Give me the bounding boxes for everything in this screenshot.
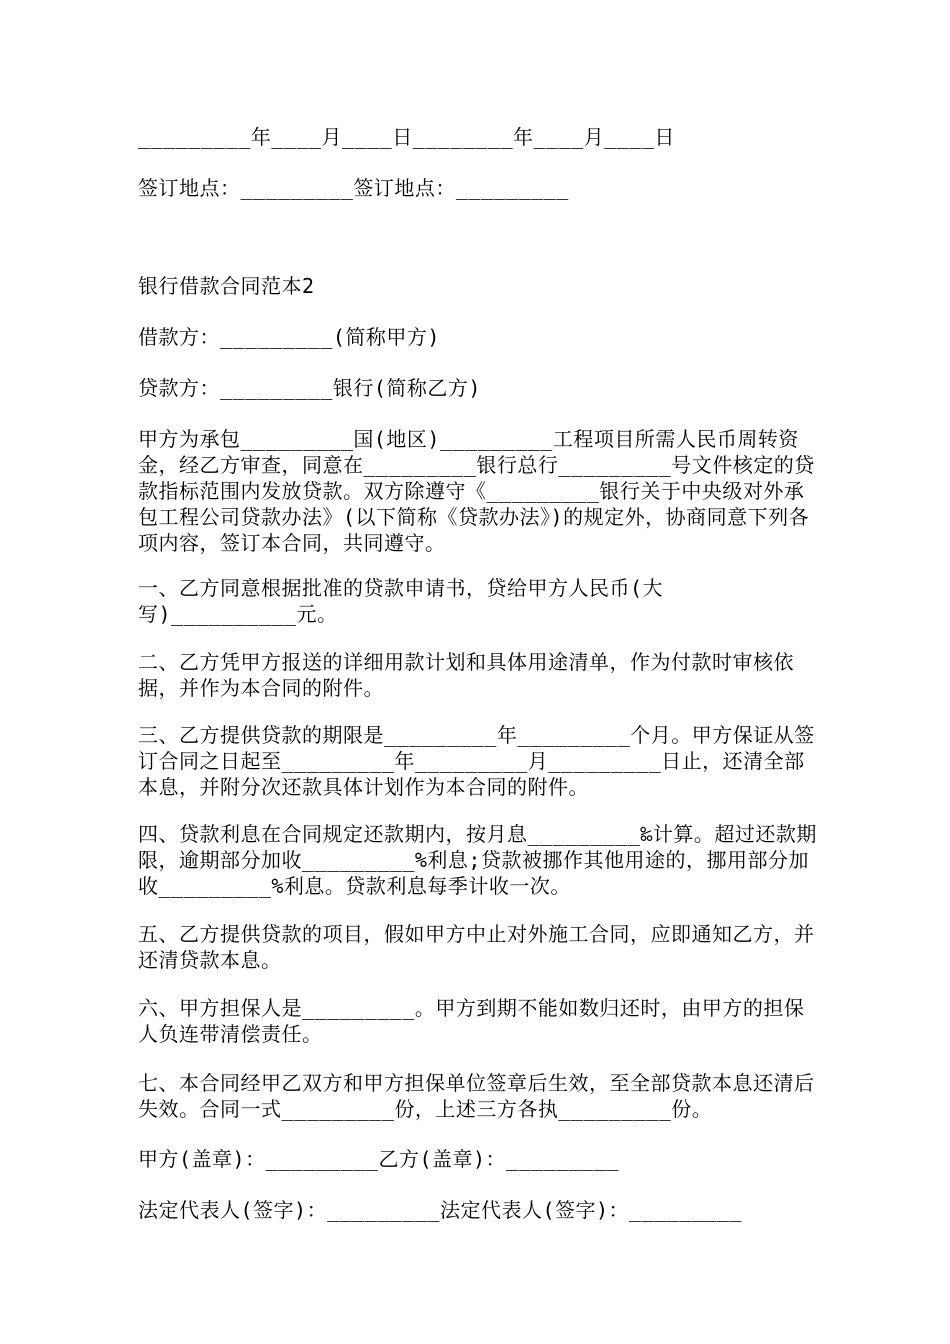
representative-signature-line: 法定代表人(签字)：_________法定代表人(签字)：_________ [138,1198,742,1222]
seal-line: 甲方(盖章)：_________乙方(盖章)：_________ [138,1147,619,1171]
contract-title: 银行借款合同范本2 [138,274,315,298]
clause-5: 五、乙方提供贷款的项目，假如甲方中止对外施工合同，应即通知乙方，并还清贷款本息。 [138,922,815,972]
clause-2: 二、乙方凭甲方报送的详细用款计划和具体用途清单，作为付款时审核依据，并作为本合同的附件。 [138,650,794,700]
clause-1: 一、乙方同意根据批准的贷款申请书，贷给甲方人民币(大写)__________元。 [138,576,664,626]
date-line: _________年____月____日________年____月____日 [138,125,675,149]
lender-line: 贷款方：_________银行(简称乙方) [138,376,481,400]
clause-4: 四、贷款利息在合同规定还款期内，按月息_________‰计算。超过还款期限，逾期部分加收_________%利息;贷款被挪作其他用途的，挪用部分加收_________%利息。贷款利息每季计收一次。 [138,822,817,898]
clause-6: 六、甲方担保人是_________。甲方到期不能如数归还时，由甲方的担保人负连带清偿责任。 [138,996,805,1046]
borrower-line: 借款方：_________(简称甲方) [138,325,440,349]
clause-3: 三、乙方提供贷款的期限是_________年_________个月。甲方保证从签订合同之日起至_________年_________月_________日止，还清全部本息，并附分次还款具体计划作为本合同的附件。 [138,723,815,799]
clause-7: 七、本合同经甲乙双方和甲方担保单位签章后生效，至全部贷款本息还清后失效。合同一式_________份，上述三方各执_________份。 [138,1071,815,1121]
intro-paragraph: 甲方为承包_________国(地区)_________工程项目所需人民币周转资金，经乙方审查，同意在_________银行总行_________号文件核定的贷款指标范围内发放贷款。双方除遵守《_________银行关于中央级对外承包工程公司贷款办法》(以下简称《贷款办法》)的规定外，协商同意下列各项内容，签订本合同，共同遵守。 [138,427,815,555]
signing-place-line: 签订地点：_________签订地点：_________ [138,176,569,200]
